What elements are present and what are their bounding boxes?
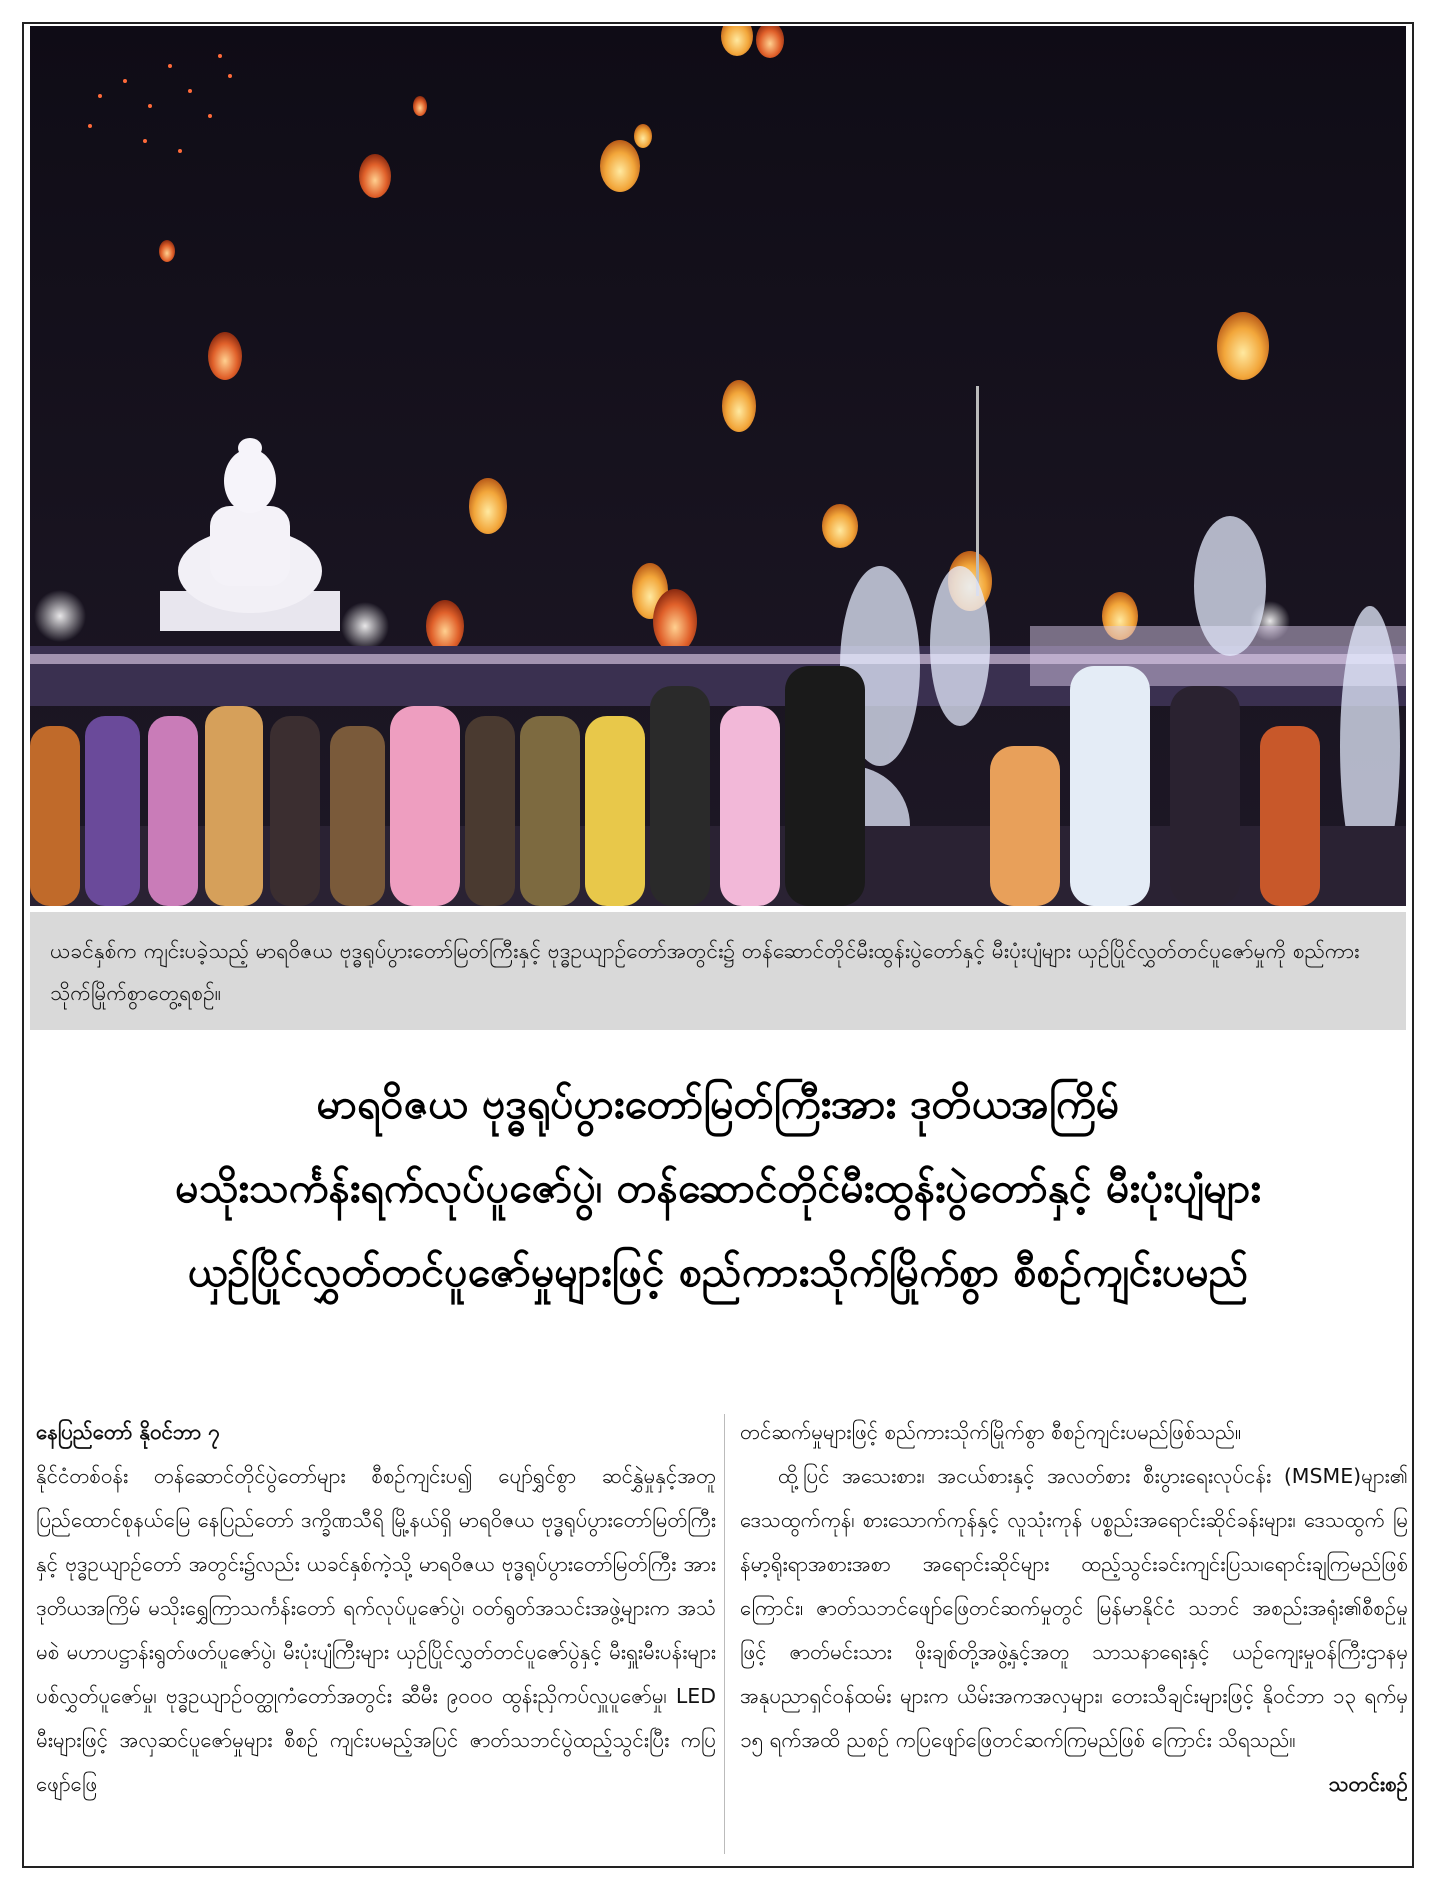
newspaper-article <box>22 22 1414 1868</box>
antenna-pole <box>976 386 979 596</box>
article-paragraph: တင်ဆက်မှုများဖြင့် စည်ကားသိုက်မြိုက်စွာ စီစဉ်ကျင်းပမည်ဖြစ်သည်။ <box>740 1420 1242 1444</box>
caption-text: ယခင်နှစ်က ကျင်းပခဲ့သည့် မာရဝိဇယ ဗုဒ္ဓရုပ်ပွားတော်မြတ်ကြီးနှင့် ဗုဒ္ဓဥယျာဉ်တော်အတွင်း၌ တန်ဆောင်တိုင်မီးထွန်းပွဲတော်နှင့် မီးပုံးပျံများ ယှဉ်ပြိုင်လွှတ်တင်ပူဇော်မှုကို စည်ကားသိုက်မြိုက်စွာတွေ့ရစဉ်။ <box>50 939 1360 1005</box>
article-column-left <box>36 1410 716 1806</box>
article-paragraph: ထို့ပြင် အသေးစား၊ အငယ်စားနှင့် အလတ်စား စီးပွားရေးလုပ်ငန်း (MSME)များ၏ ဒေသထွက်ကုန်၊ စားသောက်ကုန်နှင့် လူသုံးကုန် ပစ္စည်းအရောင်းဆိုင်ခန်းများ၊ ဒေသထွက် မြန်မာ့ရိုးရာအစားအစာ အရောင်းဆိုင်များ ထည့်သွင်းခင်းကျင်းပြသ၊ရောင်းချကြမည်ဖြစ် ကြောင်း၊ ဇာတ်သဘင်ဖျော်ဖြေတင်ဆက်မှုတွင် မြန်မာနိုင်ငံ သဘင် အစည်းအရုံး၏စီစဉ်မှုဖြင့် ဇာတ်မင်းသား ဖိုးချစ်တို့အဖွဲ့နှင့်အတူ သာသနာရေးနှင့် ယဉ်ကျေးမှုဝန်ကြီးဌာနမှ အနုပညာရှင်ဝန်ထမ်း များက ယိမ်းအကအလှများ၊ တေးသီချင်းများဖြင့် နိုဝင်ဘာ ၁၃ ရက်မှ ၁၅ ရက်အထိ ညစဉ် ကပြဖျော်ဖြေတင်ဆက်ကြမည်ဖြစ် ကြောင်း သိရသည်။ <box>740 1464 1408 1752</box>
headline-line-2: မသိုးသင်္ကန်းရက်လုပ်ပူဇော်ပွဲ၊ တန်ဆောင်တိုင်မီးထွန်းပွဲတော်နှင့် မီးပုံးပျံများ <box>175 1164 1261 1212</box>
dateline: နေပြည်တော် နိုဝင်ဘာ ၇ <box>36 1420 220 1444</box>
festival-photo <box>30 26 1406 906</box>
lamp-glow <box>34 590 86 642</box>
column-divider <box>724 1414 725 1854</box>
article-column-right <box>740 1410 1408 1806</box>
article-headline <box>30 1062 1406 1314</box>
article-paragraph: နိုင်ငံတစ်ဝန်း တန်ဆောင်တိုင်ပွဲတော်များ စီစဉ်ကျင်းပ၍ ပျော်ရွှင်စွာ ဆင်နွှဲမှုနှင့်အတူ ပြည်ထောင်စုနယ်မြေ နေပြည်တော် ဒက္ခိဏသီရိ မြို့နယ်ရှိ မာရဝိဇယ ဗုဒ္ဓရုပ်ပွားတော်မြတ်ကြီးနှင့် ဗုဒ္ဓဥယျာဉ်တော် အတွင်း၌လည်း ယခင်နှစ်ကဲ့သို့ မာရဝိဇယ ဗုဒ္ဓရုပ်ပွားတော်မြတ်ကြီး အား ဒုတိယအကြိမ် မသိုးရွှေကြာသင်္ကန်းတော် ရက်လုပ်ပူဇော်ပွဲ၊ ဝတ်ရွတ်အသင်းအဖွဲ့များက အသံမစဲ မဟာပဋ္ဌာန်းရွတ်ဖတ်ပူဇော်ပွဲ၊ မီးပုံးပျံကြီးများ ယှဉ်ပြိုင်လွှတ်တင်ပူဇော်ပွဲနှင့် မီးရှူးမီးပန်းများ ပစ်လွှတ်ပူဇော်မှု၊ ဗုဒ္ဓဥယျာဉ်ဝတ္ထုကံတော်အတွင်း ဆီမီး ၉၀၀၀ ထွန်းညှိကပ်လှူပူဇော်မှု၊ LED မီးများဖြင့် အလှဆင်ပူဇော်မှုများ စီစဉ် ကျင်းပမည့်အပြင် ဇာတ်သဘင်ပွဲထည့်သွင်းပြီး ကပြဖျော်ဖြေ <box>36 1464 716 1796</box>
headline-line-1: မာရဝိဇယ ဗုဒ္ဓရုပ်ပွားတော်မြတ်ကြီးအား ဒုတိယအကြိမ် <box>316 1080 1120 1128</box>
lamp-glow <box>341 602 389 650</box>
headline-line-3: ယှဉ်ပြိုင်လွှတ်တင်ပူဇော်မှုများဖြင့် စည်ကားသိုက်မြိုက်စွာ စီစဉ်ကျင်းပမည် <box>187 1248 1249 1296</box>
night-festival-scene <box>30 26 1406 906</box>
photo-caption <box>30 912 1406 1030</box>
byline: သတင်းစဉ် <box>1328 1772 1408 1796</box>
